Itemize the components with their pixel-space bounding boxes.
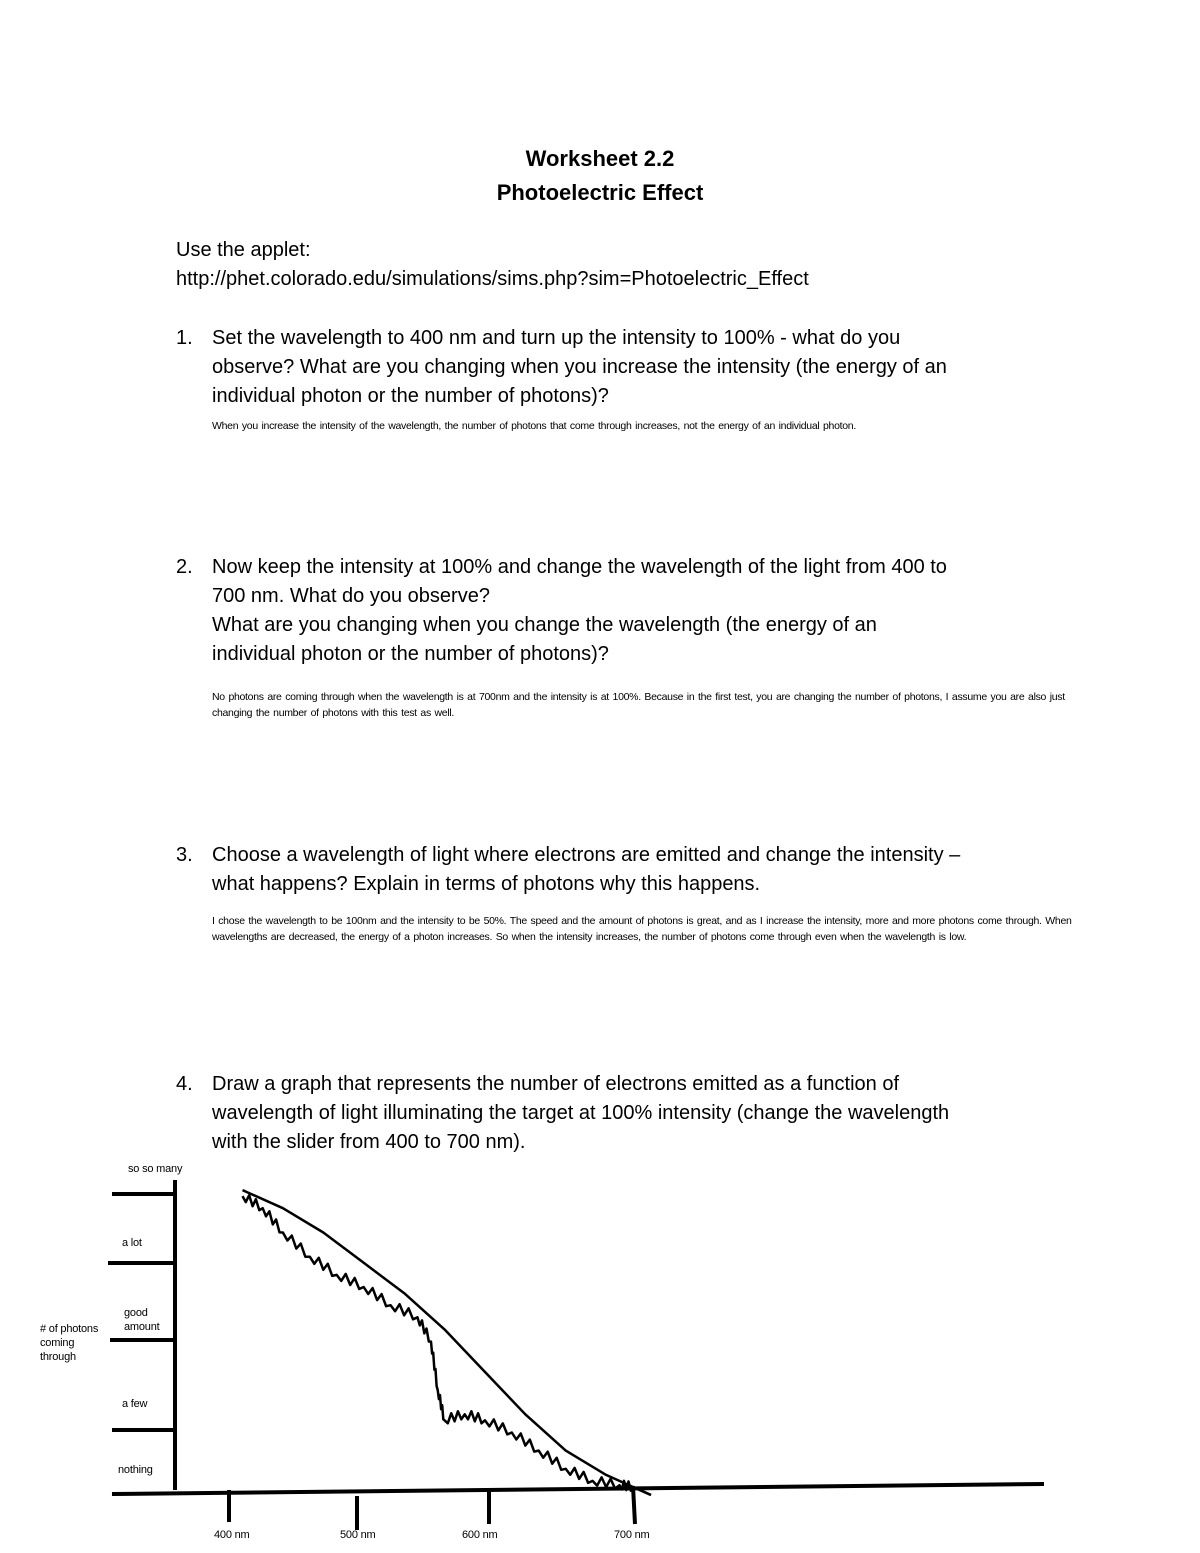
y-level-label-a-few: a few	[122, 1398, 148, 1410]
question-text: Set the wavelength to 400 nm and turn up the intensity to 100% - what do you observe? What are you changing when you increase the intensity (the energy of an individual photon or the number of photons)?	[212, 327, 947, 407]
y-level-label-so-so-many: so so many	[128, 1163, 183, 1175]
question-number: 2.	[176, 556, 193, 578]
page-title: Worksheet 2.2	[525, 146, 675, 171]
answer-3: I chose the wavelength to be 100nm and the intensity to be 50%. The speed and the amount of photons is great, and as I increase the intensity, more and more photons come through. When wavelengths are decreased, the energy of a photon increases. So when the intensity increases, the number of photons come through even when the wavelength is low.	[212, 915, 1072, 943]
x-axis	[112, 1484, 1044, 1494]
question-text: Now keep the intensity at 100% and change the wavelength of the light from 400 to 700 nm. What do you observe? What are you changing when you change the wavelength (the energy of an individual photon or the number of photons)?	[212, 556, 947, 665]
x-tick-label: 400 nm	[214, 1529, 250, 1541]
question-number: 1.	[176, 327, 193, 349]
jagged-curve-line	[243, 1195, 652, 1495]
applet-label: Use the applet:	[176, 239, 311, 261]
question-text: Draw a graph that represents the number of electrons emitted as a function of wavelength of light illuminating the target at 100% intensity (change the wavelength with the slider from 400 to 700 nm).	[212, 1073, 950, 1153]
smooth-curve-line	[243, 1190, 652, 1495]
x-tick-label: 600 nm	[462, 1529, 498, 1541]
photon-graph	[0, 1150, 1200, 1553]
x-tick-label: 500 nm	[340, 1529, 376, 1541]
question-text: Choose a wavelength of light where electrons are emitted and change the intensity – what happens? Explain in terms of photons why this happens.	[212, 844, 961, 895]
y-level-label-a-lot: a lot	[122, 1237, 142, 1249]
question-number: 4.	[176, 1073, 193, 1095]
y-level-label-good-amount: good amount	[124, 1307, 160, 1333]
answer-1: When you increase the intensity of the wavelength, the number of photons that come through increases, not the energy of an individual photon.	[212, 420, 856, 432]
question-number: 3.	[176, 844, 193, 866]
y-axis-title: # of photons coming through	[40, 1323, 99, 1363]
x-tick-label: 700 nm	[614, 1529, 650, 1541]
applet-url-link[interactable]: http://phet.colorado.edu/simulations/sims.php?sim=Photoelectric_Effect	[176, 268, 809, 290]
answer-2: No photons are coming through when the wavelength is at 700nm and the intensity is at 100%. Because in the first test, you are changing the number of photons, I assume you are also just changing the number of photons with this test as well.	[212, 691, 1065, 719]
x-tick	[633, 1486, 635, 1524]
page-subtitle: Photoelectric Effect	[496, 180, 704, 205]
y-level-label-nothing: nothing	[118, 1464, 153, 1476]
